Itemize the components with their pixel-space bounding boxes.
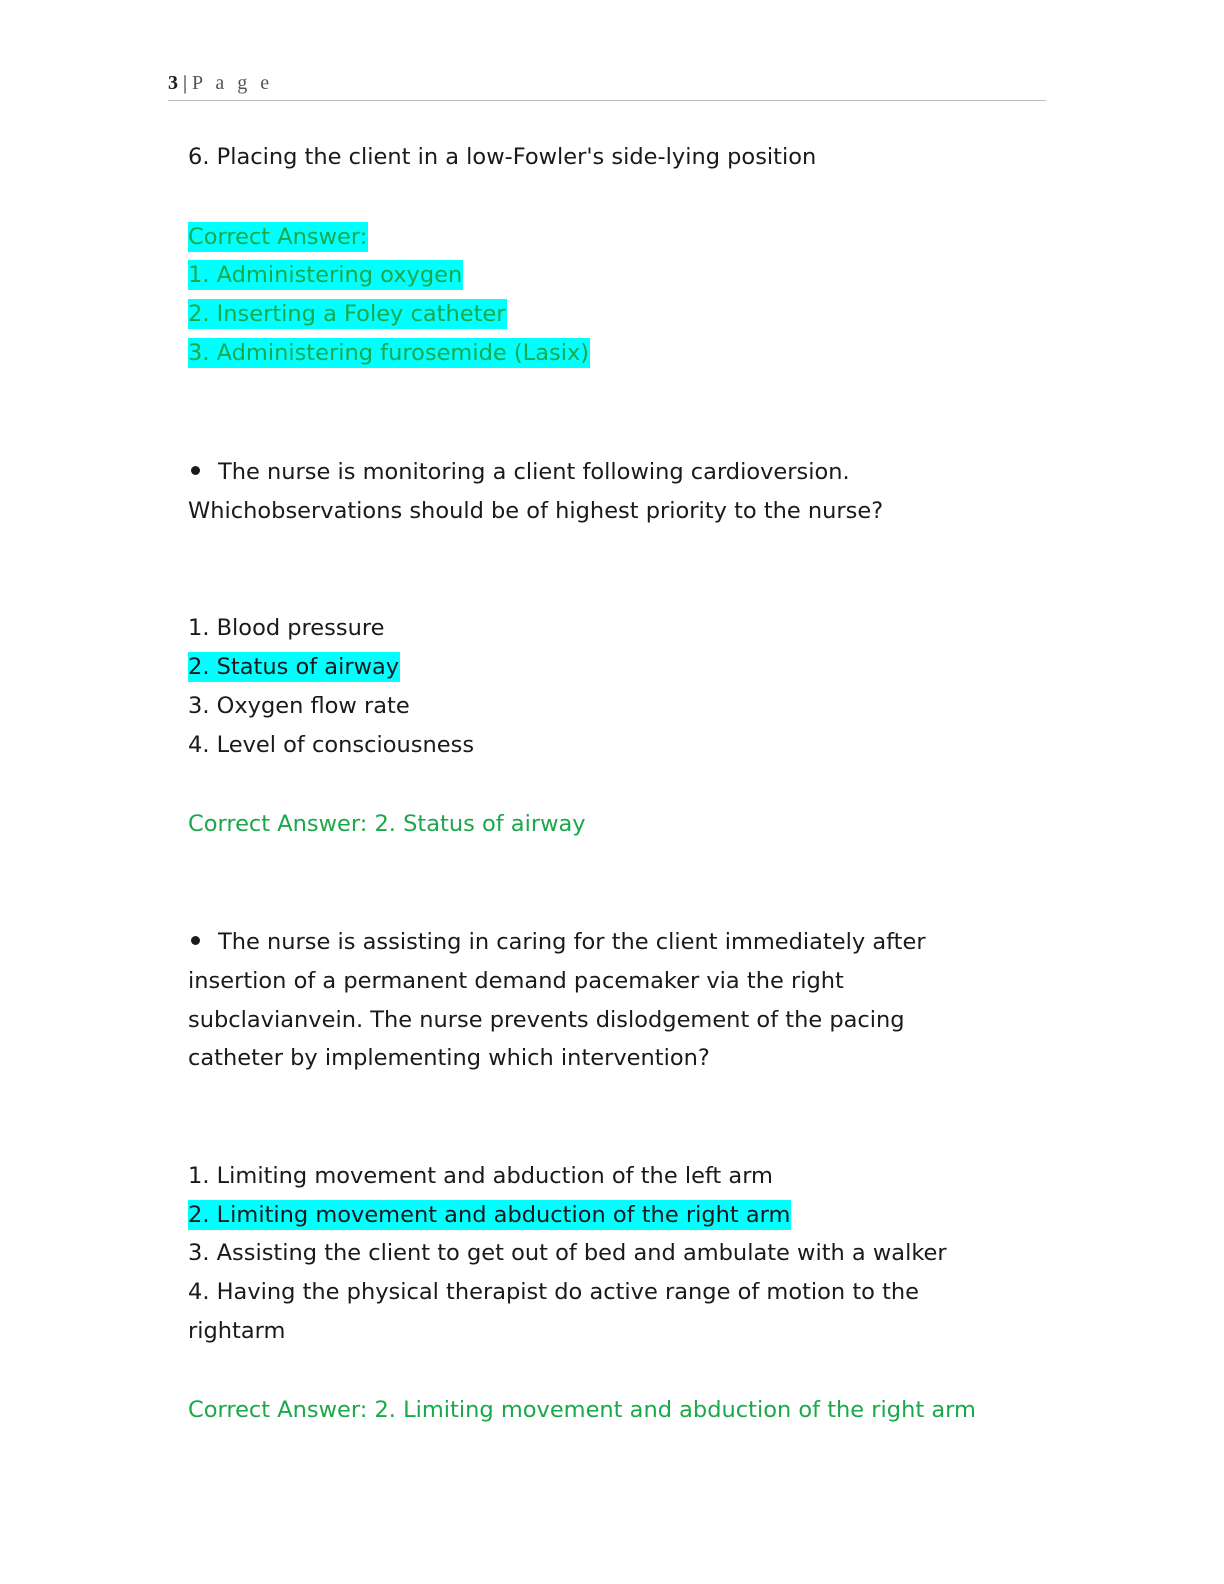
q3-option-4-line-1: 4. Having the physical therapist do active range of motion to the bbox=[188, 1279, 920, 1305]
bullet-icon bbox=[188, 927, 218, 957]
q1-answer-3-text: 3. Administering furosemide (Lasix) bbox=[188, 340, 590, 366]
bullet-icon bbox=[188, 457, 218, 487]
q3-question-line-4: catheter by implementing which intervention? bbox=[188, 1045, 710, 1071]
q1-answer-3 bbox=[188, 338, 590, 368]
page-label: P a g e bbox=[192, 72, 274, 94]
q1-answer-1-text: 1. Administering oxygen bbox=[188, 262, 463, 288]
q3-option-1: 1. Limiting movement and abduction of the left arm bbox=[188, 1163, 773, 1189]
q3-question-line-1 bbox=[188, 927, 926, 957]
q3-question-line-2: insertion of a permanent demand pacemaker via the right bbox=[188, 968, 844, 994]
page-header bbox=[168, 72, 1046, 101]
q3-option-3: 3. Assisting the client to get out of bed and ambulate with a walker bbox=[188, 1240, 947, 1266]
q1-answer-2-text: 2. Inserting a Foley catheter bbox=[188, 301, 506, 327]
q3-option-2-text: imiting movement and abduction of the right arm bbox=[230, 1202, 791, 1228]
q3-option-4-line-2: rightarm bbox=[188, 1318, 286, 1344]
q1-answer-label-text: Correct Answer: bbox=[188, 224, 368, 250]
q2-question-text-1: The nurse is monitoring a client following cardioversion. bbox=[218, 459, 850, 485]
q3-option-2 bbox=[188, 1200, 791, 1230]
q3-question-text-1: The nurse is assisting in caring for the client immediately after bbox=[218, 929, 926, 955]
page-number: 3 bbox=[168, 72, 178, 94]
q2-correct-answer: Correct Answer: 2. Status of airway bbox=[188, 811, 586, 837]
q2-option-2-text: 2. Status of airway bbox=[188, 654, 400, 680]
q2-option-2 bbox=[188, 652, 400, 682]
q2-option-4: 4. Level of consciousness bbox=[188, 732, 475, 758]
q3-question-line-3: subclavianvein. The nurse prevents dislodgement of the pacing bbox=[188, 1007, 905, 1033]
q2-question-line-1 bbox=[188, 457, 850, 487]
q1-answer-2 bbox=[188, 299, 507, 329]
q3-correct-answer: Correct Answer: 2. Limiting movement and abduction of the right arm bbox=[188, 1397, 976, 1423]
q1-option-6: 6. Placing the client in a low-Fowler's side-lying position bbox=[188, 144, 817, 170]
q1-answer-label bbox=[188, 222, 368, 252]
header-separator: | bbox=[183, 72, 188, 94]
q3-option-2-prefix: 2. L bbox=[188, 1202, 230, 1228]
q2-question-line-2: Whichobservations should be of highest priority to the nurse? bbox=[188, 498, 884, 524]
q1-answer-1 bbox=[188, 260, 463, 290]
q2-option-1: 1. Blood pressure bbox=[188, 615, 385, 641]
q2-option-3: 3. Oxygen flow rate bbox=[188, 693, 410, 719]
